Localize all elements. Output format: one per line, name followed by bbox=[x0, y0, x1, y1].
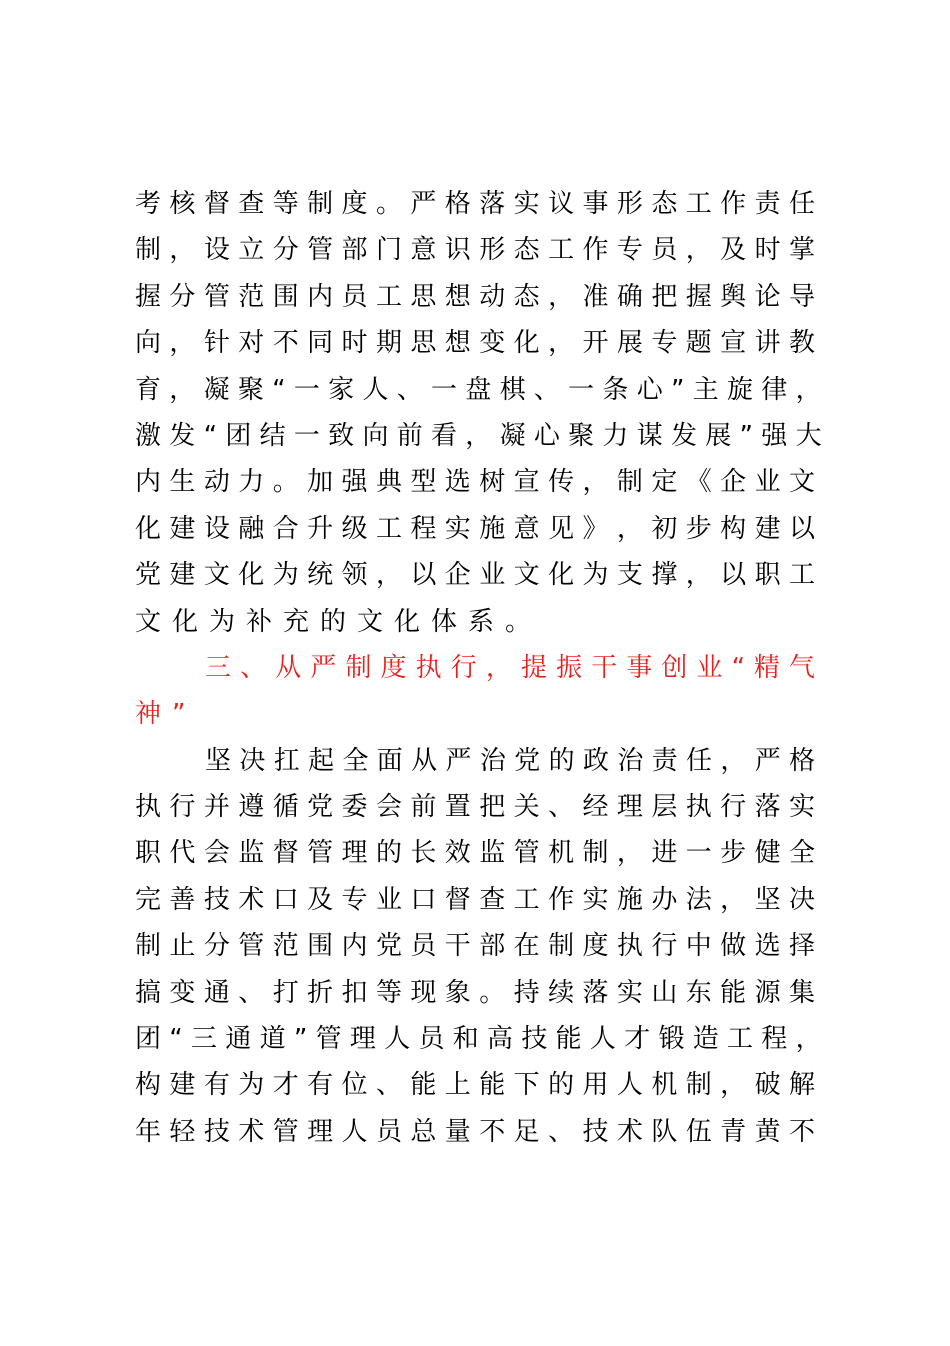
paragraph-strict-execution bbox=[135, 738, 822, 1156]
text-line: 文化为补充的文化体系。 bbox=[135, 606, 543, 637]
heading-line: 神” bbox=[135, 699, 197, 730]
text-line: 制 ， 设 立 分 管 部 门 意 识 形 态 工 作 专 员 ， 及 时 掌 bbox=[135, 235, 816, 266]
text-line: 年 轻 技 术 管 理 人 员 总 量 不 足 、 技 术 队 伍 青 黄 不 bbox=[135, 1116, 816, 1147]
text-line: 考 核 督 查 等 制 度 。 严 格 落 实 议 事 形 态 工 作 责 任 bbox=[135, 189, 816, 219]
text-line: 党 建 文 化 为 统 领 ， 以 企 业 文 化 为 支 撑 ， 以 职 工 bbox=[135, 560, 816, 591]
text-line: 坚 决 扛 起 全 面 从 严 治 党 的 政 治 责 任 ， 严 格 bbox=[205, 745, 816, 776]
text-line: 构 建 有 为 才 有 位 、 能 上 能 下 的 用 人 机 制 ， 破 解 bbox=[135, 1070, 816, 1101]
text-line: 育 ， 凝 聚 “ 一 家 人 、 一 盘 棋 、 一 条 心 ” 主 旋 律 ， bbox=[135, 374, 822, 405]
text-line: 制 止 分 管 范 围 内 党 员 干 部 在 制 度 执 行 中 做 选 择 bbox=[135, 931, 816, 962]
text-line: 化 建 设 融 合 升 级 工 程 实 施 意 见 》 ， 初 步 构 建 以 bbox=[135, 513, 816, 544]
text-line: 激 发 “ 团 结 一 致 向 前 看 ， 凝 心 聚 力 谋 发 展 ” 强 大 bbox=[135, 420, 822, 451]
text-line: 搞 变 通 、 打 折 扣 等 现 象 。 持 续 落 实 山 东 能 源 集 bbox=[135, 977, 816, 1008]
text-line: 职 代 会 监 督 管 理 的 长 效 监 管 机 制 ， 进 一 步 健 全 bbox=[135, 838, 816, 869]
document-body bbox=[135, 181, 822, 1155]
paragraph-culture-system bbox=[135, 181, 822, 645]
text-line: 执 行 并 遵 循 党 委 会 前 置 把 关 、 经 理 层 执 行 落 实 bbox=[135, 792, 816, 823]
section-heading bbox=[135, 645, 815, 738]
text-line: 完 善 技 术 口 及 专 业 口 督 查 工 作 实 施 办 法 ， 坚 决 bbox=[135, 884, 816, 915]
text-line: 内 生 动 力 。 加 强 典 型 选 树 宣 传 ， 制 定 《 企 业 文 bbox=[135, 467, 816, 498]
text-line: 团 “ 三 通 道 ” 管 理 人 员 和 高 技 能 人 才 锻 造 工 程 ， bbox=[135, 1024, 822, 1055]
text-line: 向 ， 针 对 不 同 时 期 思 想 变 化 ， 开 展 专 题 宣 讲 教 bbox=[135, 328, 816, 359]
heading-line: 三 、 从 严 制 度 执 行 ， 提 振 干 事 创 业 “ 精 气 bbox=[205, 652, 815, 683]
text-line: 握 分 管 范 围 内 员 工 思 想 动 态 ， 准 确 把 握 舆 论 导 bbox=[135, 281, 816, 312]
